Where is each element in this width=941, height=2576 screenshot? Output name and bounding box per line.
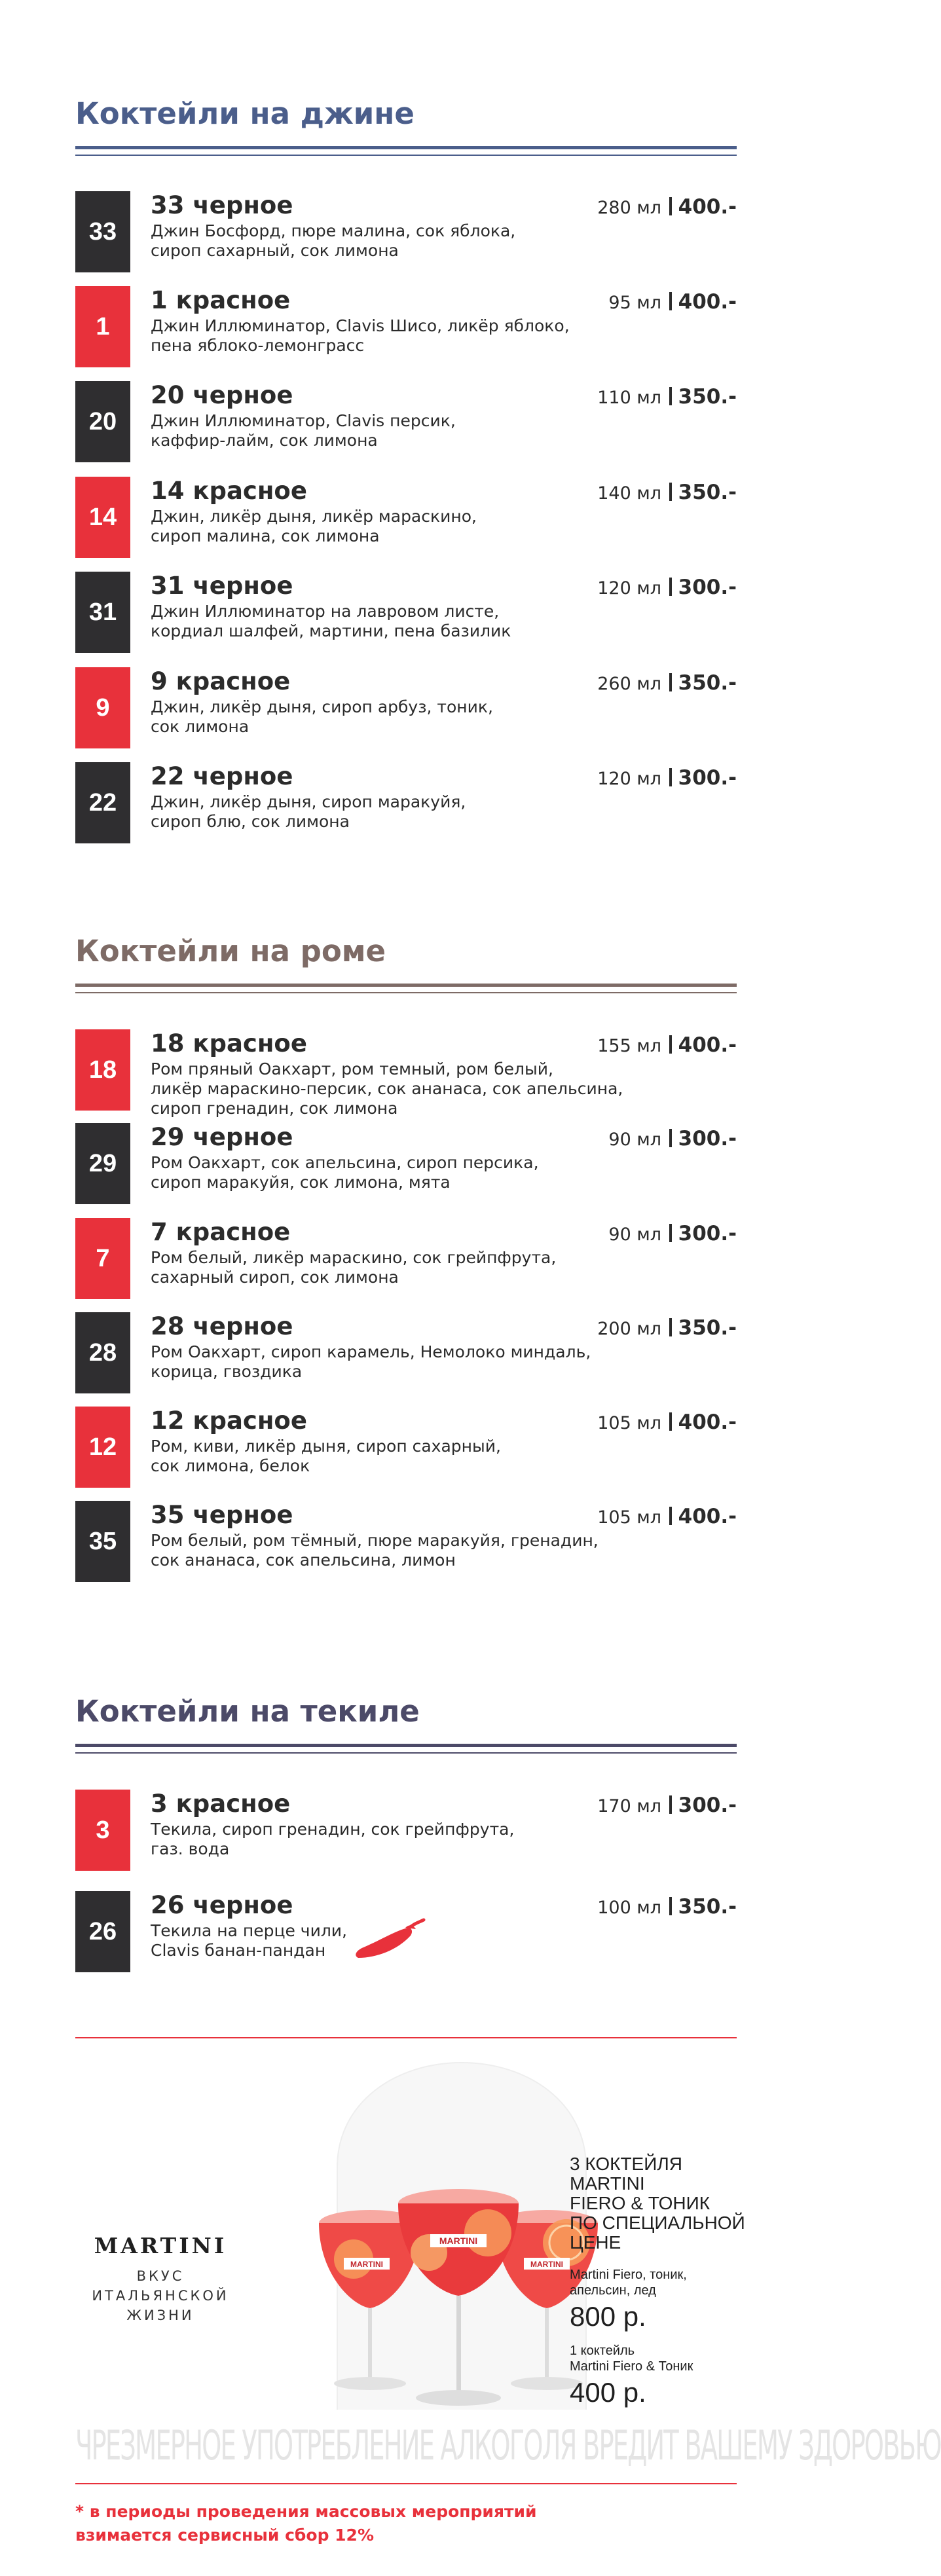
menu-item — [75, 667, 737, 748]
item-number-tile: 35 — [75, 1501, 130, 1582]
promo-offer — [570, 2154, 747, 2408]
brand-tagline: ВКУС ИТАЛЬЯНСКОЙ ЖИЗНИ — [92, 2268, 229, 2323]
item-name: 9 красное — [151, 667, 291, 695]
item-description: Джин, ликёр дыня, сироп арбуз, тоник, сок лимона — [151, 697, 493, 736]
item-volume: 170 мл — [597, 1796, 661, 1816]
item-price-value: 400.- — [678, 1505, 737, 1528]
item-description: Текила, сироп гренадин, сок грейпфрута, газ. вода — [151, 1820, 515, 1858]
item-name: 18 красное — [151, 1029, 307, 1058]
menu-item — [75, 286, 737, 367]
item-name: 26 черное — [151, 1891, 293, 1919]
section-title: Коктейли на роме — [75, 934, 386, 968]
item-description: Ром Оакхарт, сироп карамель, Немолоко миндаль, корица, гвоздика — [151, 1342, 591, 1381]
item-number-tile: 28 — [75, 1312, 130, 1393]
item-description: Ром пряный Оакхарт, ром темный, ром белый, ликёр мараскино-персик, сок ананаса, сок апельсина, сироп гренадин, сок лимона — [151, 1059, 623, 1118]
item-volume: 120 мл — [597, 578, 661, 598]
glass-label: MARTINI — [439, 2236, 478, 2246]
offer1-description: Martini Fiero, тоник, апельсин, лед — [570, 2268, 687, 2298]
item-price — [669, 1127, 737, 1150]
item-number-tile: 29 — [75, 1123, 130, 1204]
menu-item — [75, 1029, 737, 1118]
section-gin — [75, 95, 737, 156]
item-description: Джин Босфорд, пюре малина, сок яблока, сироп сахарный, сок лимона — [151, 221, 516, 260]
item-volume: 105 мл — [597, 1413, 661, 1433]
item-number-tile: 18 — [75, 1029, 130, 1111]
item-volume: 90 мл — [608, 1130, 661, 1150]
chili-pepper-icon — [350, 1917, 429, 1963]
menu-item — [75, 191, 737, 272]
item-volume: 90 мл — [608, 1224, 661, 1245]
menu-item — [75, 762, 737, 843]
section-divider — [75, 146, 737, 156]
martini-logo — [75, 2233, 246, 2325]
offer1-price: 800 р. — [570, 2301, 646, 2332]
tequila-items — [75, 1790, 737, 1986]
item-price — [669, 576, 737, 599]
item-price — [669, 1316, 737, 1340]
menu-item — [75, 1501, 737, 1582]
menu-item — [75, 1891, 737, 1972]
item-price-value: 400.- — [678, 1410, 737, 1434]
section-rum — [75, 932, 737, 993]
item-volume: 95 мл — [608, 293, 661, 313]
item-name: 20 черное — [151, 381, 293, 409]
item-price-value: 300.- — [678, 576, 737, 599]
item-description: Текила на перце чили, Clavis банан-пандан — [151, 1921, 347, 1960]
item-price-value: 300.- — [678, 1794, 737, 1817]
section-divider — [75, 984, 737, 993]
item-volume: 260 мл — [597, 674, 661, 694]
item-volume: 200 мл — [597, 1319, 661, 1339]
item-name: 28 черное — [151, 1312, 293, 1340]
item-name: 35 черное — [151, 1501, 293, 1529]
item-price — [669, 1505, 737, 1528]
footer-divider — [75, 2483, 737, 2484]
item-price — [669, 195, 737, 219]
item-name: 3 красное — [151, 1790, 291, 1818]
item-description: Ром Оакхарт, сок апельсина, сироп персика, сироп маракуйя, сок лимона, мята — [151, 1153, 539, 1192]
item-price-value: 400.- — [678, 290, 737, 314]
item-volume: 280 мл — [597, 198, 661, 218]
menu-item — [75, 477, 737, 558]
item-description: Джин Иллюминатор, Clavis персик, каффир-лайм, сок лимона — [151, 411, 456, 450]
item-number-tile: 7 — [75, 1218, 130, 1299]
section-divider — [75, 1744, 737, 1754]
brand-name: MARTINI — [94, 2233, 227, 2258]
item-description: Ром, киви, ликёр дыня, сироп сахарный, сок лимона, белок — [151, 1437, 501, 1475]
item-price-value: 350.- — [678, 481, 737, 504]
item-price-value: 350.- — [678, 1895, 737, 1919]
menu-item — [75, 381, 737, 462]
item-price — [669, 290, 737, 314]
item-price-value: 350.- — [678, 671, 737, 695]
item-number-tile: 31 — [75, 572, 130, 653]
item-price-value: 300.- — [678, 1127, 737, 1150]
glass-label: MARTINI — [530, 2260, 563, 2269]
item-volume: 140 мл — [597, 483, 661, 504]
section-title: Коктейли на текиле — [75, 1694, 420, 1729]
offer2-description: 1 коктейль Martini Fiero & Тоник — [570, 2344, 693, 2374]
item-name: 22 черное — [151, 762, 293, 790]
item-name: 7 красное — [151, 1218, 291, 1246]
item-name: 29 черное — [151, 1123, 293, 1151]
offer-headline: 3 КОКТЕЙЛЯ MARTINI FIERO & ТОНИК ПО СПЕЦИАЛЬНОЙ ЦЕНЕ — [570, 2154, 745, 2253]
item-description: Джин Иллюминатор на лавровом листе, кордиал шалфей, мартини, пена базилик — [151, 602, 511, 640]
item-number-tile: 12 — [75, 1407, 130, 1488]
menu-item — [75, 572, 737, 653]
menu-item — [75, 1218, 737, 1299]
item-price — [669, 671, 737, 695]
item-volume: 110 мл — [597, 388, 661, 408]
item-price — [669, 1794, 737, 1817]
martini-promo — [75, 2043, 745, 2436]
item-number-tile: 20 — [75, 381, 130, 462]
item-description: Джин, ликёр дыня, сироп маракуйя, сироп блю, сок лимона — [151, 792, 466, 831]
offer2-price: 400 р. — [570, 2377, 646, 2408]
item-price-value: 400.- — [678, 1033, 737, 1057]
item-number-tile: 22 — [75, 762, 130, 843]
health-warning: ЧРЕЗМЕРНОЕ УПОТРЕБЛЕНИЕ АЛКОГОЛЯ ВРЕДИТ ВАШЕМУ ЗДОРОВЬЮ — [75, 2421, 941, 2469]
item-number-tile: 9 — [75, 667, 130, 748]
item-volume: 100 мл — [597, 1898, 661, 1918]
item-name: 33 черное — [151, 191, 293, 219]
item-name: 31 черное — [151, 572, 293, 600]
gin-items — [75, 191, 737, 846]
item-price-value: 300.- — [678, 1222, 737, 1245]
item-price — [669, 385, 737, 409]
item-number-tile: 3 — [75, 1790, 130, 1871]
item-price-value: 350.- — [678, 1316, 737, 1340]
item-description: Джин, ликёр дыня, ликёр мараскино, сироп малина, сок лимона — [151, 507, 477, 545]
item-name: 12 красное — [151, 1407, 307, 1435]
item-price — [669, 1222, 737, 1245]
item-price-value: 400.- — [678, 195, 737, 219]
item-number-tile: 1 — [75, 286, 130, 367]
item-price — [669, 1895, 737, 1919]
item-price — [669, 766, 737, 790]
item-volume: 105 мл — [597, 1507, 661, 1528]
item-volume: 155 мл — [597, 1036, 661, 1056]
service-fee-note: * в периоды проведения массовых мероприятий взимается сервисный сбор 12% — [75, 2502, 537, 2545]
item-price-value: 350.- — [678, 385, 737, 409]
item-name: 1 красное — [151, 286, 291, 314]
menu-item — [75, 1407, 737, 1488]
item-number-tile: 33 — [75, 191, 130, 272]
glass-label: MARTINI — [350, 2260, 383, 2269]
section-tequila — [75, 1693, 737, 1754]
item-price-value: 300.- — [678, 766, 737, 790]
item-description: Ром белый, ликёр мараскино, сок грейпфрута, сахарный сироп, сок лимона — [151, 1248, 557, 1287]
rum-items — [75, 1029, 737, 1619]
item-number-tile: 14 — [75, 477, 130, 558]
menu-item — [75, 1790, 737, 1871]
menu-item — [75, 1123, 737, 1204]
menu-item — [75, 1312, 737, 1393]
item-price — [669, 1033, 737, 1057]
item-name: 14 красное — [151, 477, 307, 505]
promo-divider — [75, 2037, 737, 2038]
item-description: Ром белый, ром тёмный, пюре маракуйя, гренадин, сок ананаса, сок апельсина, лимон — [151, 1531, 599, 1570]
section-title: Коктейли на джине — [75, 96, 415, 131]
item-number-tile: 26 — [75, 1891, 130, 1972]
item-description: Джин Иллюминатор, Clavis Шисо, ликёр яблоко, пена яблоко-лемонграсс — [151, 316, 570, 355]
item-price — [669, 481, 737, 504]
item-price — [669, 1410, 737, 1434]
item-volume: 120 мл — [597, 769, 661, 789]
